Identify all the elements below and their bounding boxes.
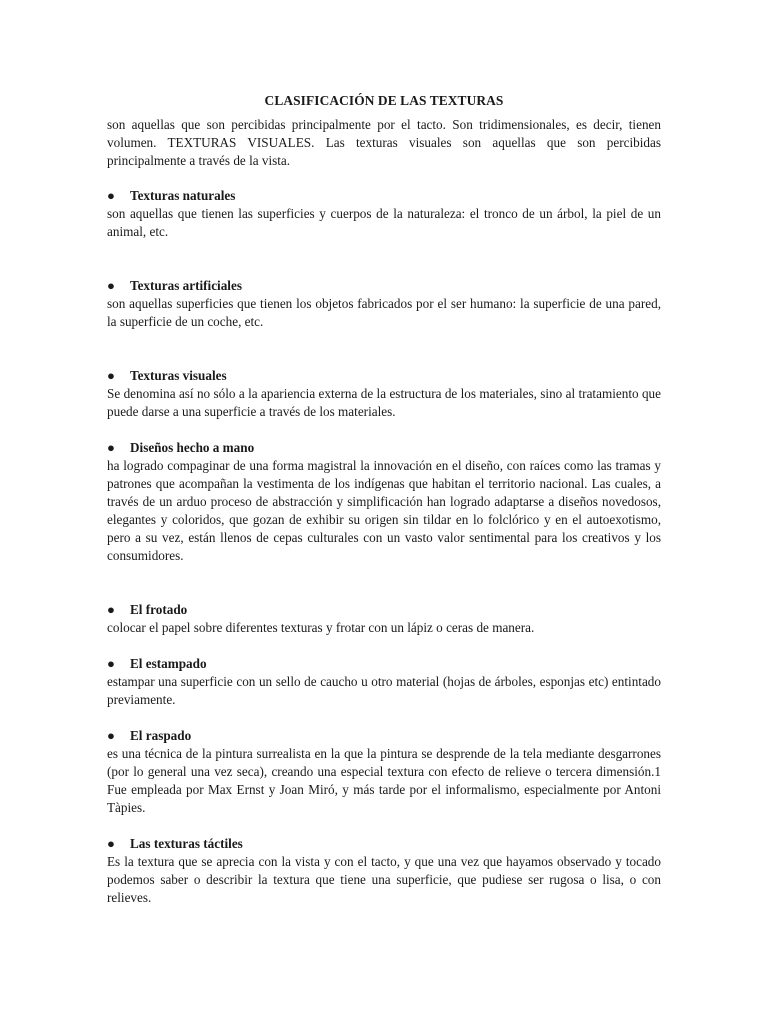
section-heading: [107, 601, 661, 619]
section-texturas-artificiales: [107, 277, 661, 331]
bullet-icon: ●: [107, 368, 115, 383]
bullet-icon: ●: [107, 278, 115, 293]
section-heading: [107, 655, 661, 673]
section-text: es una técnica de la pintura surrealista en la que la pintura se desprende de la tela mediante desgarrones (por lo general una vez seca), creando una especial textura con efecto de relieve o tercera dimensión.1 Fue empleada por Max Ernst y Joan Miró, y más tarde por el informalismo, especialmente por Antoni Tàpies.: [107, 746, 661, 815]
heading-text: Texturas artificiales: [130, 278, 242, 293]
bullet-icon: ●: [107, 728, 115, 743]
section-text: son aquellas que tienen las superficies y cuerpos de la naturaleza: el tronco de un árbol, la piel de un animal, etc.: [107, 206, 661, 239]
heading-text: El estampado: [130, 656, 207, 671]
section-text: estampar una superficie con un sello de caucho u otro material (hojas de árboles, esponjas etc) entintado previamente.: [107, 674, 661, 707]
bullet-icon: ●: [107, 440, 115, 455]
heading-text: El frotado: [130, 602, 188, 617]
intro-paragraph: son aquellas que son percibidas principalmente por el tacto. Son tridimensionales, es decir, tienen volumen. TEXTURAS VISUALES. Las texturas visuales son aquellas que son percibidas principalmente a través de la vista.: [107, 117, 661, 168]
section-el-frotado: [107, 601, 661, 637]
section-text: Es la textura que se aprecia con la vista y con el tacto, y que una vez que hayamos observado y tocado podemos saber o describir la textura que tiene una superficie, que pudiese ser rugosa o lisa, o con relieves.: [107, 854, 661, 905]
section-text: Se denomina así no sólo a la apariencia externa de la estructura de los materiales, sino al tratamiento que puede darse a una superficie a través de los materiales.: [107, 386, 661, 419]
heading-text: Las texturas táctiles: [130, 836, 243, 851]
bullet-icon: ●: [107, 188, 115, 203]
heading-text: Texturas naturales: [130, 188, 236, 203]
bullet-icon: ●: [107, 836, 115, 851]
bullet-icon: ●: [107, 602, 115, 617]
section-el-estampado: [107, 655, 661, 709]
section-texturas-visuales: [107, 367, 661, 421]
document-title: CLASIFICACIÓN DE LAS TEXTURAS: [264, 93, 504, 108]
section-heading: [107, 187, 661, 205]
document-page: [107, 92, 661, 907]
heading-text: Diseños hecho a mano: [130, 440, 255, 455]
section-texturas-naturales: [107, 187, 661, 241]
section-el-raspado: [107, 727, 661, 817]
section-text: son aquellas superficies que tienen los objetos fabricados por el ser humano: la superficie de una pared, la superficie de un coche, etc.: [107, 296, 661, 329]
section-heading: [107, 727, 661, 745]
section-heading: [107, 277, 661, 295]
heading-text: Texturas visuales: [130, 368, 227, 383]
section-las-texturas-tactiles: [107, 835, 661, 907]
section-heading: [107, 439, 661, 457]
heading-text: El raspado: [130, 728, 192, 743]
section-text: ha logrado compaginar de una forma magistral la innovación en el diseño, con raíces como las tramas y patrones que acompañan la vestimenta de los indígenas que habitan el territorio nacional. Las cuales, a través de un arduo proceso de abstracción y simplificación han logrado adaptarse a diseños novedosos, elegantes y coloridos, que gozan de exhibir su origen sin tildar en lo folclórico y en el autoexotismo, pero a su vez, están llenos de cepas culturales con un vasto valor sentimental para los creativos y los consumidores.: [107, 458, 661, 563]
section-heading: [107, 835, 661, 853]
section-heading: [107, 367, 661, 385]
bullet-icon: ●: [107, 656, 115, 671]
section-disenos-hecho-a-mano: [107, 439, 661, 565]
section-text: colocar el papel sobre diferentes texturas y frotar con un lápiz o ceras de manera.: [107, 620, 535, 635]
